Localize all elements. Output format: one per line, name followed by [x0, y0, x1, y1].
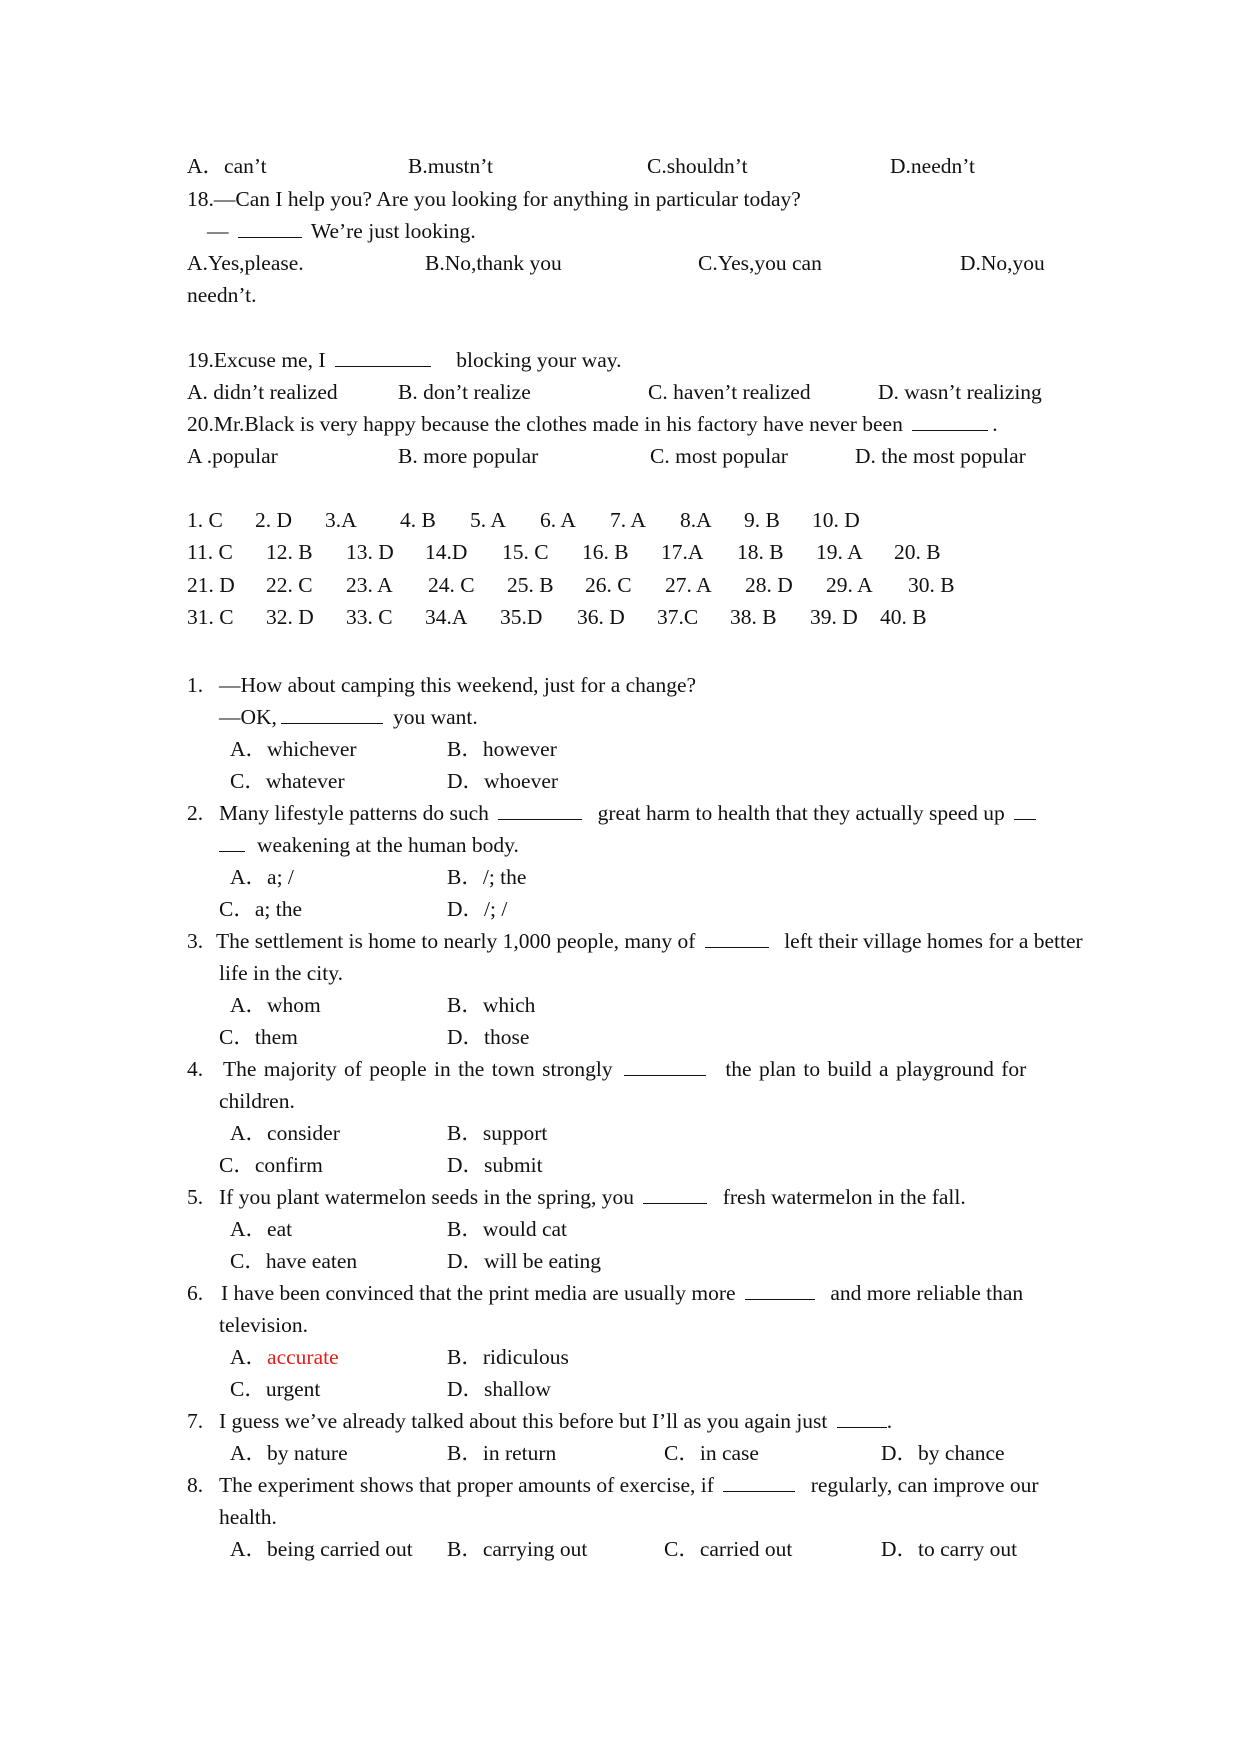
p2-q2-line2 [219, 830, 519, 860]
answer-key-item: 26. C [585, 573, 632, 597]
p2-q4-line1 [223, 1054, 1026, 1084]
p2-q3-number: 3. [187, 929, 204, 953]
q18-stem: 18.—Can I help you? Are you looking for anything in particular today? [187, 187, 801, 211]
p2-q8-line1-b: regularly, can improve our [810, 1473, 1039, 1497]
answer-key-item: 28. D [745, 573, 793, 597]
answer-key-item: 8.A [680, 508, 712, 532]
answer-key-item: 38. B [730, 605, 777, 629]
p2-q2-option-b: B．/; the [447, 865, 527, 889]
p2-q1-line2-b: you want. [392, 705, 478, 729]
p2-q2-option-a: A．a; / [230, 865, 294, 889]
q20-option-c: C. most popular [650, 444, 788, 468]
p2-q7-option-d: D．by chance [881, 1441, 1005, 1465]
answer-key-item: 18. B [737, 540, 784, 564]
answer-key-item: 12. B [266, 540, 313, 564]
p2-q3-option-a: A．whom [230, 993, 321, 1017]
p2-q1-option-d: D．whoever [447, 769, 559, 793]
p2-q6-option-a-word: accurate [267, 1345, 339, 1369]
p2-q4-line2: children. [219, 1089, 295, 1113]
p2-q1-option-c: C．whatever [230, 769, 345, 793]
q17-option-b: B.mustn’t [408, 154, 494, 178]
answer-key-item: 32. D [266, 605, 314, 629]
p2-q7-option-c: C．in case [664, 1441, 759, 1465]
p2-q5-line1-a: If you plant watermelon seeds in the spring, you [219, 1185, 634, 1209]
answer-key-item: 20. B [894, 540, 941, 564]
answer-key-item: 23. A [346, 573, 393, 597]
q20-stem-b: . [992, 412, 998, 436]
answer-key-item: 15. C [502, 540, 549, 564]
p2-q7-blank [837, 1407, 887, 1428]
answer-key-item: 17.A [661, 540, 704, 564]
p2-q8-line1 [219, 1470, 1039, 1500]
answer-key-item: 34.A [425, 605, 468, 629]
p2-q8-blank [723, 1471, 795, 1492]
p2-q5-option-d: D．will be eating [447, 1249, 602, 1273]
q18-blank [238, 217, 302, 238]
q19-option-a: A. didn’t realized [187, 380, 338, 404]
q18-reply: We’re just looking. [310, 219, 476, 243]
p2-q2-line1-a: Many lifestyle patterns do such [219, 801, 489, 825]
answer-key-item: 37.C [657, 605, 699, 629]
p2-q3-option-d: D．those [447, 1025, 530, 1049]
p2-q7-line1-a: I guess we’ve already talked about this before but I’ll as you again just [219, 1409, 828, 1433]
p2-q7-line1-b: . [886, 1409, 893, 1433]
p2-q3-blank [705, 927, 769, 948]
p2-q6-option-a-letter: A． [230, 1345, 268, 1369]
p2-q6-option-b: B．ridiculous [447, 1345, 569, 1369]
q19-stem-b: blocking your way. [456, 348, 622, 372]
q19-option-c: C. haven’t realized [648, 380, 811, 404]
answer-key-item: 31. C [187, 605, 234, 629]
q18-dash: — [207, 219, 229, 243]
p2-q5-number: 5. [187, 1185, 204, 1209]
p2-q5-line1 [219, 1182, 966, 1212]
q20-stem-a: 20.Mr.Black is very happy because the clothes made in his factory have never been [187, 412, 903, 436]
p2-q6-line1-b: and more reliable than [830, 1281, 1024, 1305]
p2-q4-option-b: B．support [447, 1121, 548, 1145]
answer-key-item: 9. B [744, 508, 780, 532]
answer-key-item: 24. C [428, 573, 475, 597]
p2-q5-blank [643, 1183, 707, 1204]
p2-q6-blank [745, 1279, 815, 1300]
q17-option-c: C.shouldn’t [647, 154, 748, 178]
answer-key-item: 35.D [500, 605, 543, 629]
p2-q1-line2-a: —OK, [219, 705, 277, 729]
answer-key-item: 2. D [255, 508, 293, 532]
p2-q6-line2: television. [219, 1313, 308, 1337]
p2-q2-blank2-start [1014, 799, 1036, 820]
p2-q4-line1-a: The majority of people in the town strongly [223, 1057, 613, 1081]
q18-option-d: D.No,you [960, 251, 1045, 275]
p2-q8-option-c: C．carried out [664, 1537, 793, 1561]
p2-q1-option-a: A．whichever [230, 737, 357, 761]
p2-q7-option-b: B．in return [447, 1441, 557, 1465]
p2-q8-option-d: D．to carry out [881, 1537, 1018, 1561]
p2-q8-line1-a: The experiment shows that proper amounts of exercise, if [219, 1473, 714, 1497]
p2-q1-blank [281, 703, 383, 724]
p2-q3-line1 [216, 926, 1083, 956]
answer-key-item: 39. D [810, 605, 858, 629]
p2-q1-line1: —How about camping this weekend, just for a change? [219, 673, 697, 697]
answer-key-item: 21. D [187, 573, 235, 597]
q19-option-d: D. wasn’t realizing [878, 380, 1042, 404]
p2-q1-number: 1. [187, 673, 204, 697]
p2-q1-line2 [219, 702, 478, 732]
p2-q6-option-a [230, 1342, 339, 1372]
p2-q5-option-c: C．have eaten [230, 1249, 358, 1273]
answer-key-item: 29. A [826, 573, 873, 597]
p2-q4-option-a: A．consider [230, 1121, 340, 1145]
p2-q7-option-a: A．by nature [230, 1441, 348, 1465]
q17-option-a: A．can’t [187, 154, 267, 178]
p2-q6-line1-a: I have been convinced that the print media are usually more [221, 1281, 736, 1305]
q20-stem [187, 409, 998, 439]
p2-q2-blank2-end [219, 831, 245, 852]
q19-stem-a: 19.Excuse me, I [187, 348, 326, 372]
p2-q8-option-a: A．being carried out [230, 1537, 413, 1561]
p2-q2-line1-b: great harm to health that they actually speed up [597, 801, 1005, 825]
p2-q2-option-d: D．/; / [447, 897, 508, 921]
answer-key-item: 14.D [425, 540, 468, 564]
answer-key-item: 4. B [400, 508, 436, 532]
q18-option-a: A.Yes,please. [187, 251, 304, 275]
answer-key-item: 30. B [908, 573, 955, 597]
p2-q6-line1 [221, 1278, 1023, 1308]
q20-option-b: B. more popular [398, 444, 539, 468]
p2-q2-option-c: C．a; the [219, 897, 302, 921]
answer-key-item: 27. A [665, 573, 712, 597]
q17-option-d: D.needn’t [890, 154, 975, 178]
answer-key-item: 3.A [325, 508, 357, 532]
answer-key-item: 19. A [816, 540, 863, 564]
q18-option-c: C.Yes,you can [698, 251, 822, 275]
p2-q3-line1-b: left their village homes for a better [784, 929, 1083, 953]
answer-key-item: 1. C [187, 508, 223, 532]
q19-stem [187, 345, 621, 375]
answer-key-item: 11. C [187, 540, 233, 564]
answer-key-item: 10. D [812, 508, 860, 532]
p2-q6-option-d: D．shallow [447, 1377, 551, 1401]
p2-q3-option-c: C．them [219, 1025, 298, 1049]
p2-q7-number: 7. [187, 1409, 204, 1433]
q18-option-d-wrap: needn’t. [187, 283, 257, 307]
p2-q2-line2-b: weakening at the human body. [257, 833, 519, 857]
p2-q1-option-b: B．however [447, 737, 557, 761]
p2-q7-line1 [219, 1406, 892, 1436]
p2-q8-line2: health. [219, 1505, 277, 1529]
q20-blank [912, 410, 988, 431]
answer-key-item: 7. A [610, 508, 646, 532]
p2-q6-option-c: C．urgent [230, 1377, 321, 1401]
p2-q2-line1 [219, 798, 1040, 828]
q18-reply-line [207, 216, 476, 246]
answer-key-item: 13. D [346, 540, 394, 564]
p2-q3-option-b: B．which [447, 993, 536, 1017]
answer-key-item: 22. C [266, 573, 313, 597]
answer-key-item: 5. A [470, 508, 506, 532]
p2-q8-option-b: B．carrying out [447, 1537, 588, 1561]
p2-q5-option-b: B．would cat [447, 1217, 568, 1241]
p2-q3-line2: life in the city. [219, 961, 343, 985]
answer-key-item: 6. A [540, 508, 576, 532]
p2-q5-line1-b: fresh watermelon in the fall. [722, 1185, 966, 1209]
q18-option-b: B.No,thank you [425, 251, 562, 275]
p2-q4-option-c: C．confirm [219, 1153, 323, 1177]
p2-q4-number: 4. [187, 1057, 204, 1081]
p2-q2-number: 2. [187, 801, 204, 825]
answer-key-item: 16. B [582, 540, 629, 564]
q19-option-b: B. don’t realize [398, 380, 531, 404]
q20-option-a: A .popular [187, 444, 278, 468]
answer-key-item: 40. B [880, 605, 927, 629]
p2-q4-line1-b: the plan to build a playground for [725, 1057, 1027, 1081]
p2-q4-option-d: D．submit [447, 1153, 543, 1177]
p2-q5-option-a: A．eat [230, 1217, 293, 1241]
q19-blank [335, 346, 431, 367]
p2-q6-number: 6. [187, 1281, 204, 1305]
q20-option-d: D. the most popular [855, 444, 1026, 468]
answer-key-item: 36. D [577, 605, 625, 629]
p2-q2-blank1 [498, 799, 582, 820]
p2-q4-blank [624, 1055, 706, 1076]
answer-key-item: 33. C [346, 605, 393, 629]
answer-key-item: 25. B [507, 573, 554, 597]
p2-q3-line1-a: The settlement is home to nearly 1,000 people, many of [216, 929, 696, 953]
p2-q8-number: 8. [187, 1473, 204, 1497]
